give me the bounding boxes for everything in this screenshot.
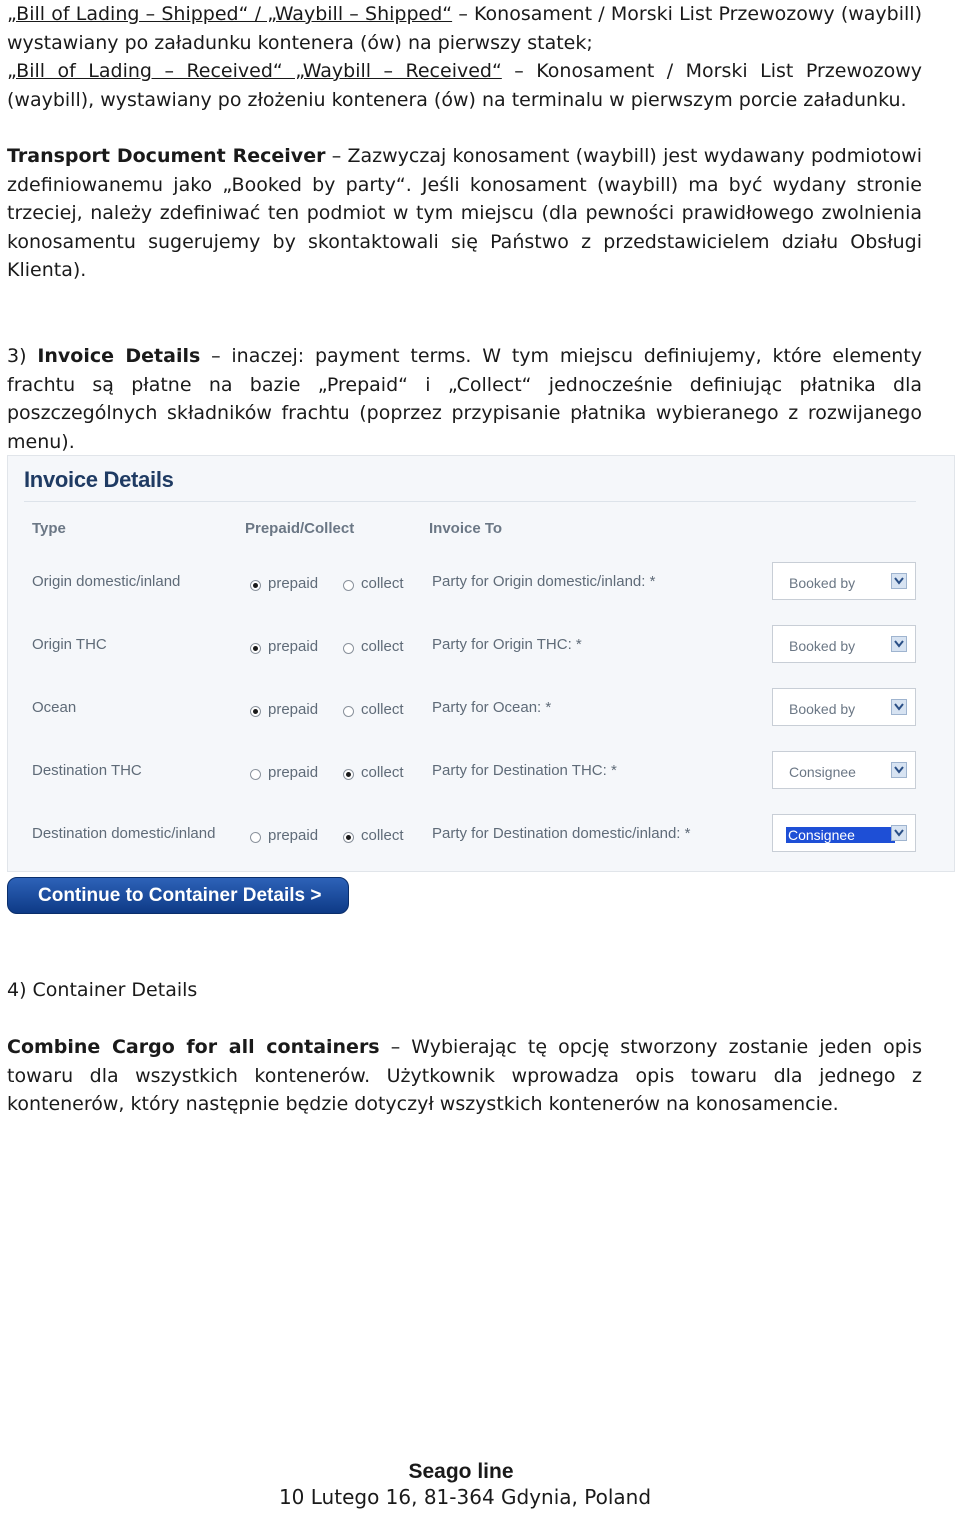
received-text: – Konosament / Morski List Przewozowy (waybill), wystawiany po złożeniu kontenera (ów) na terminalu w pierwszym porcie załadunku.: [7, 60, 922, 111]
collect-label: collect: [361, 764, 404, 781]
continue-to-container-details-button[interactable]: Continue to Container Details >: [7, 877, 349, 914]
footer-company: Seago line: [408, 1460, 514, 1483]
collect-label: collect: [361, 638, 404, 655]
row-type-label: Destination THC: [32, 762, 142, 779]
row-type-label: Destination domestic/inland: [32, 825, 216, 842]
collect-radio[interactable]: [343, 827, 404, 844]
combine-cargo-term: Combine Cargo for all containers: [7, 1036, 380, 1058]
radio-circle-icon[interactable]: [343, 706, 354, 717]
prepaid-radio[interactable]: [250, 575, 318, 592]
collect-radio[interactable]: [343, 701, 404, 718]
invoice-row: [8, 634, 954, 674]
chevron-down-icon[interactable]: [891, 825, 907, 841]
invoice-row: [8, 823, 954, 863]
party-select-value: Booked by: [789, 575, 856, 591]
panel-divider: [24, 501, 916, 502]
header-invoice-to: Invoice To: [429, 520, 503, 537]
received-definition: [7, 57, 922, 114]
party-label: Party for Origin domestic/inland: *: [432, 573, 656, 590]
footer-address: 10 Lutego 16, 81-364 Gdynia, Poland: [278, 1485, 652, 1509]
received-term[interactable]: „Bill of Lading – Received“ „Waybill – Received“: [7, 60, 502, 82]
collect-label: collect: [361, 575, 404, 592]
prepaid-radio[interactable]: [250, 638, 318, 655]
radio-circle-icon[interactable]: [250, 832, 261, 843]
radio-circle-icon[interactable]: [250, 706, 261, 717]
prepaid-label: prepaid: [268, 701, 319, 718]
chevron-down-icon[interactable]: [891, 573, 907, 589]
radio-circle-icon[interactable]: [250, 580, 261, 591]
radio-circle-icon[interactable]: [343, 643, 354, 654]
prepaid-radio[interactable]: [250, 764, 318, 781]
collect-radio[interactable]: [343, 638, 404, 655]
receiver-text: – Zazwyczaj konosament (waybill) jest wydawany podmiotowi zdefiniowanemu jako „Booked by party“. Jeśli konosament (waybill) ma być wydany stronie trzeciej, należy zdefiniwać ten podmiot w tym miejscu (dla pewności prawidłowego zwolnienia konosamentu sugerujemy by skontaktowali się Państwo z przedstawicielem działu Obsługi Klienta).: [7, 145, 922, 282]
receiver-term: Transport Document Receiver: [7, 145, 326, 167]
prepaid-label: prepaid: [268, 827, 319, 844]
party-select[interactable]: [772, 625, 916, 663]
prepaid-radio[interactable]: [250, 827, 318, 844]
header-type: Type: [32, 520, 66, 537]
chevron-down-icon[interactable]: [891, 636, 907, 652]
party-select[interactable]: [772, 814, 916, 852]
shipped-text: – Konosament / Morski List Przewozowy (waybill) wystawiany po załadunku kontenera (ów) na pierwszy statek;: [7, 3, 922, 54]
party-select-value: Booked by: [789, 701, 856, 717]
invoice-row: [8, 571, 954, 611]
row-type-label: Origin domestic/inland: [32, 573, 181, 590]
invoice-number: 3): [7, 345, 38, 367]
invoice-text: – inaczej: payment terms. W tym miejscu definiujemy, które elementy frachtu są płatne na bazie „Prepaid“ i „Collect“ jednocześnie definiując płatnika dla poszczególnych składników frachtu (poprzez przypisanie płatnika wybieranego z rozwijanego menu).: [7, 345, 923, 453]
container-heading: 4) Container Details: [7, 979, 198, 1001]
invoice-paragraph: [7, 342, 922, 456]
party-select[interactable]: [772, 688, 916, 726]
prepaid-radio[interactable]: [250, 701, 318, 718]
radio-circle-icon[interactable]: [343, 832, 354, 843]
invoice-row: [8, 760, 954, 800]
party-select-value: Consignee: [789, 764, 856, 780]
row-type-label: Ocean: [32, 699, 77, 716]
prepaid-label: prepaid: [268, 764, 319, 781]
party-label: Party for Destination domestic/inland: *: [432, 825, 691, 842]
receiver-paragraph: [7, 142, 922, 285]
combine-cargo-paragraph: [7, 1033, 922, 1119]
party-label: Party for Destination THC: *: [432, 762, 617, 779]
party-select[interactable]: [772, 562, 916, 600]
radio-circle-icon[interactable]: [343, 769, 354, 780]
combine-cargo-text: – Wybierając tę opcję stworzony zostanie jeden opis towaru dla wszystkich kontenerów. Użytkownik wprowadza opis towaru dla jednego z kontenerów, który następnie będzie dotyczył wszystkich kontenerów na konosamencie.: [7, 1036, 922, 1116]
collect-label: collect: [361, 701, 404, 718]
radio-circle-icon[interactable]: [250, 643, 261, 654]
chevron-down-icon[interactable]: [891, 699, 907, 715]
radio-circle-icon[interactable]: [250, 769, 261, 780]
collect-label: collect: [361, 827, 404, 844]
row-type-label: Origin THC: [32, 636, 107, 653]
party-select-value: Booked by: [789, 638, 856, 654]
header-prepaid-collect: Prepaid/Collect: [245, 520, 355, 537]
prepaid-label: prepaid: [268, 638, 319, 655]
collect-radio[interactable]: [343, 575, 404, 592]
radio-circle-icon[interactable]: [343, 580, 354, 591]
invoice-term: Invoice Details: [37, 345, 201, 367]
collect-radio[interactable]: [343, 764, 404, 781]
prepaid-label: prepaid: [268, 575, 319, 592]
party-label: Party for Origin THC: *: [432, 636, 582, 653]
party-select[interactable]: [772, 751, 916, 789]
party-label: Party for Ocean: *: [432, 699, 552, 716]
shipped-term[interactable]: „Bill of Lading – Shipped“ / „Waybill – Shipped“: [7, 3, 453, 25]
panel-title: Invoice Details: [24, 467, 174, 492]
chevron-down-icon[interactable]: [891, 762, 907, 778]
invoice-details-panel: [7, 455, 955, 872]
invoice-row: [8, 697, 954, 737]
party-select-value: Consignee: [786, 827, 895, 843]
shipped-definition: [7, 0, 922, 57]
